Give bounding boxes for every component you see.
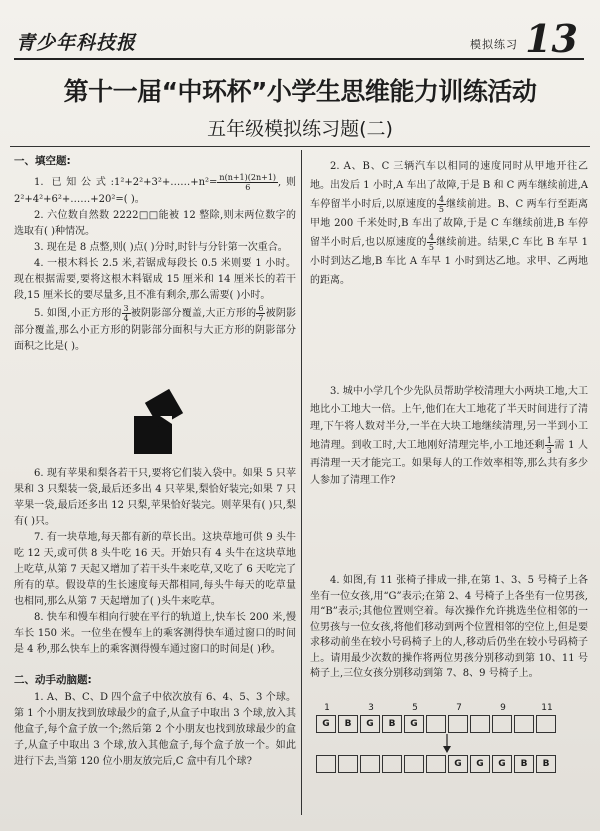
fraction: $\frac{4}{5}$: [428, 233, 434, 252]
problem-3: 3. 城中小学几个少先队员帮助学校清理大小两块工地,大工地比小工地大一倍。上午,他们在大工地花了半天时间进行了清理,下午将人数对半分,一半在大块工地继续清理,另一半到小工地清理。到收工时,大工地刚好清理完毕,小工地还剩 $\frac{1}{3}$ 需 1 人再清理一天才能完工。如果每人的工作效率相等,那么共有多少人参加了清理工作?: [310, 386, 588, 486]
left-column: [14, 153, 296, 355]
problem-1: 1. A、B、C、D 四个盒子中依次放有 6、4、5、3 个球。第 1 个小朋友找到放球最少的盒子,从盒子中取出 3 个球,放入其他盒子,每个盒子放一个;然后第 2 个小朋友也找到放球最少的盒子,从盒子中取出 3 个球,放入其他盒子,每个盒子放一个。如此进行下去,当第 120 位小朋友放完后,C 盒中有几个球?: [14, 692, 296, 767]
page-number: 13: [525, 16, 578, 61]
chair: [382, 755, 402, 773]
chair-number: 1: [324, 703, 330, 713]
chair: [426, 715, 446, 733]
header-rule: [10, 146, 590, 147]
chair-number: 11: [541, 703, 553, 713]
chair: [470, 715, 490, 733]
chair: G: [360, 715, 380, 733]
chair-number: 3: [368, 703, 374, 713]
question-1: 1. 已知公式:1²+2²+3²+……+n²= $\frac{n(n+1)(2n+1)}{6}$ ,则 2²+4²+6²+……+20²=( )。: [14, 173, 296, 205]
chair: B: [536, 755, 556, 773]
chair: [514, 715, 534, 733]
chair-row-start: [316, 715, 558, 733]
chair: [404, 755, 424, 773]
column-divider: [301, 150, 302, 815]
problem-2: 2. A、B、C 三辆汽车以相同的速度同时从甲地开往乙地。出发后 1 小时,A 车出了故障,于是 B 和 C 两车继续前进,A 车停留半小时后,以原速度的 $\frac{4}{5}$ 继续前进。B、C 两车行至距离甲地 200 千米处时,B 车出了故障,于是 C 车继续前进,B 车停留半小时后,也以原速度的 $\frac{4}{5}$ 继续前进。结果,C 车比 B 车早 1 小时到达乙地,B 车比 A 车早 1 小时到达乙地。求甲、乙两地的距离。: [310, 161, 588, 286]
chair-number: 7: [456, 703, 462, 713]
chair-diagram: [316, 703, 558, 773]
section-heading-fill: 一、填空题:: [14, 155, 71, 167]
chair: G: [316, 715, 336, 733]
fraction: $\frac{n(n+1)(2n+1)}{6}$: [219, 173, 277, 192]
chair-numbers: [316, 703, 558, 713]
fraction: $\frac{4}{5}$: [438, 195, 444, 214]
chair-row-end: [316, 755, 558, 773]
chair-number: 5: [412, 703, 418, 713]
page-subtitle: 五年级模拟练习题(二): [207, 118, 393, 140]
question-4: 4. 一根木料长 2.5 米,若锯成每段长 0.5 米则要 1 小时。现在根据需要,要将这根木料锯成 15 厘米和 14 厘米长的若干段,15 厘米长的要尽量多,且不准有剩余,那么需要( )小时。: [14, 258, 296, 301]
brand-logo: 青少年科技报: [16, 32, 137, 54]
fraction: $\frac{6}{7}$: [258, 304, 264, 323]
masthead: [14, 16, 584, 61]
right-column-mid: [310, 383, 588, 490]
squares-figure: [130, 388, 190, 458]
question-6: 6. 现有苹果和梨各若干只,要将它们装入袋中。如果 5 只苹果和 3 只梨装一袋,最后还多出 4 只苹果,梨恰好装完;如果 7 只苹果一袋,最后还多出 12 只梨,苹果恰好装完。则苹果有( )只,梨有( )只。: [14, 468, 296, 527]
question-7: 7. 有一块草地,每天都有新的草长出。这块草地可供 9 头牛吃 12 天,或可供 8 头牛吃 16 天。开始只有 4 头牛在这块草地上吃草,从第 7 天起又增加了若干头牛来吃草,又吃了 6 天吃完了所有的草。假设草的生长速度每天都相同,每头牛每天的吃草量也相同,那么从第 7 天起增加了( )头牛来吃草。: [14, 532, 296, 607]
fraction: $\frac{3}{4}$: [123, 304, 129, 323]
chair: [492, 715, 512, 733]
fraction: $\frac{1}{3}$: [546, 435, 552, 455]
chair: B: [338, 715, 358, 733]
chair: [338, 755, 358, 773]
chair-number: 9: [500, 703, 506, 713]
arrow-area: [316, 733, 558, 755]
chair: [360, 755, 380, 773]
chair: [536, 715, 556, 733]
question-8: 8. 快车和慢车相向行驶在平行的轨道上,快车长 200 米,慢车长 150 米。一位坐在慢车上的乘客测得快车通过窗口的时间是 4 秒,那么快车上的乘客测得慢车通过窗口的时间是( )秒。: [14, 612, 296, 655]
chair: G: [470, 755, 490, 773]
section-label: 模拟练习: [470, 38, 518, 51]
chair: G: [492, 755, 512, 773]
chair: G: [448, 755, 468, 773]
left-column-lower: [14, 466, 296, 770]
chair: [448, 715, 468, 733]
down-arrow-icon: [440, 734, 454, 754]
section-heading-hands-on: 二、动手动脑题:: [14, 674, 92, 686]
question-5: 5. 如图,小正方形的 $\frac{3}{4}$ 被阴影部分覆盖,大正方形的 $\frac{6}{7}$ 被阴影部分覆盖,那么小正方形的阴影部分面积与大正方形的阴影部分面积之比是( )。: [14, 304, 297, 352]
right-column-lower: [310, 573, 588, 682]
page-title: 第十一届“中环杯”小学生思维能力训练活动: [63, 77, 537, 106]
right-column: [310, 157, 588, 290]
chair: B: [514, 755, 534, 773]
question-2: 2. 六位数自然数 2222□□能被 12 整除,则末两位数字的选取有( )种情况。: [14, 210, 296, 237]
chair: G: [404, 715, 424, 733]
chair: [426, 755, 446, 773]
problem-4: 4. 如图,有 11 张椅子排成一排,在第 1、3、5 号椅子上各坐有一位女孩,用“G”表示;在第 2、4 号椅子上各坐有一位男孩,用“B”表示;其他位置则空着。每次操作允许挑选坐位相邻的一位男孩与一位女孩,将他们移动到两个位置相邻的空位上,但是要求移动前坐在较小号码椅子上的人,移动后仍坐在较小号码椅子上。请用最少次数的操作将两位男孩分别移动到第 10、11 号椅子上,三位女孩分别移动到第 7、8、9 号椅子上。: [310, 575, 588, 679]
chair: B: [382, 715, 402, 733]
chair: [316, 755, 336, 773]
question-3: 3. 现在是 8 点整,则( )点( )分时,时针与分针第一次重合。: [34, 242, 288, 253]
